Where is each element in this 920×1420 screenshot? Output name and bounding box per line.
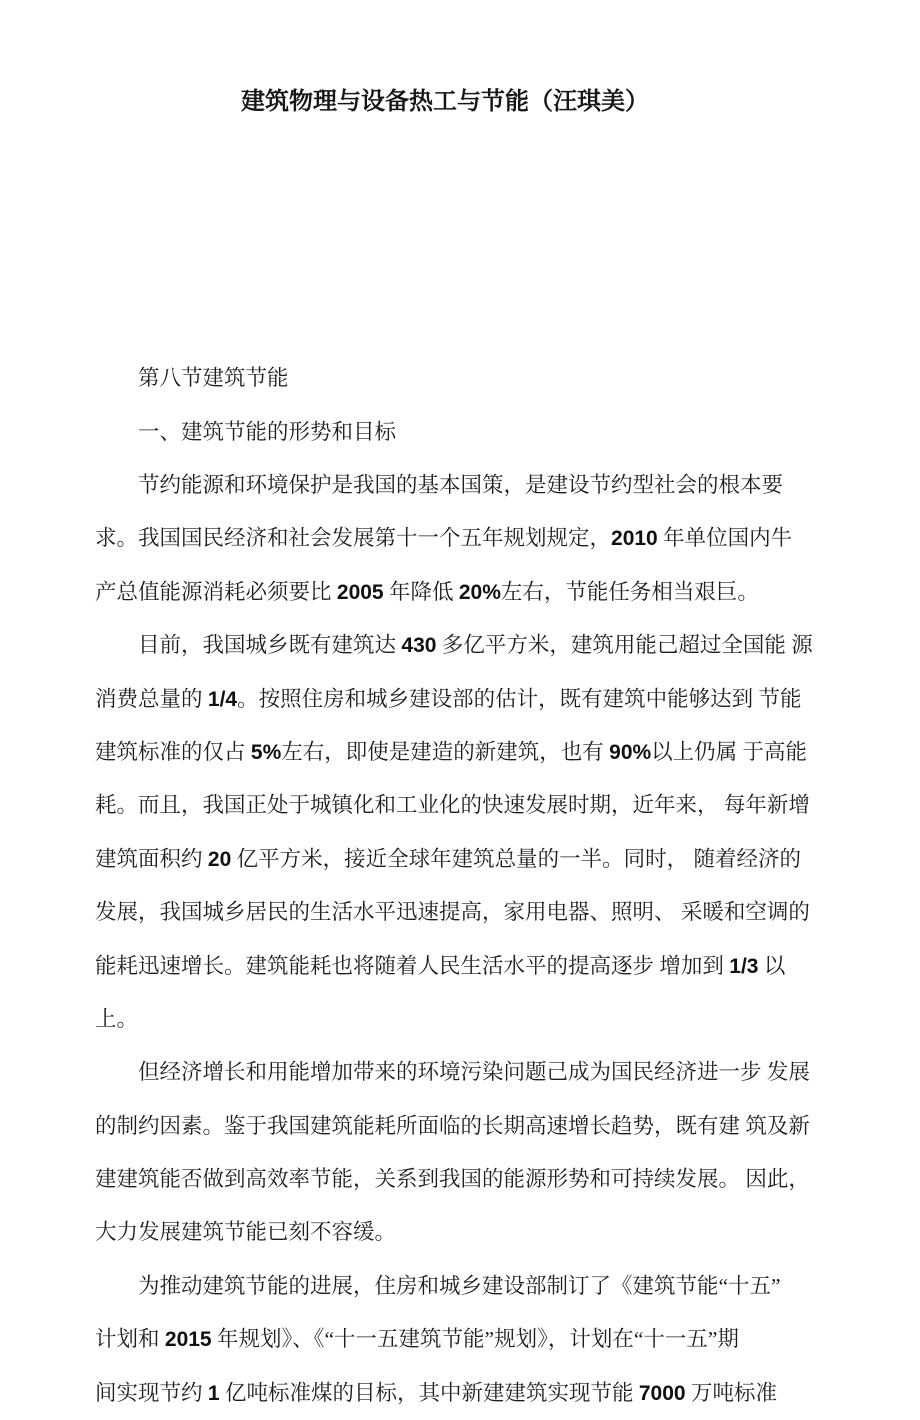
document-line: 求。我国国民经济和社会发展第十一个五年规划规定，2010 年单位国内牛 — [95, 526, 793, 551]
document-line: 间实现节约 1 亿吨标准煤的目标，其中新建建筑实现节能 7000 万吨标准 — [95, 1380, 777, 1405]
document-line: 能耗迅速增长。建筑能耗也将随着人民生活水平的提高逐步 增加到 1/3 以 — [95, 953, 786, 978]
document-line: 大力发展建筑节能已刻不容缓。 — [95, 1220, 397, 1245]
document-line: 上。 — [95, 1006, 139, 1031]
document-body — [95, 192, 813, 1420]
document-line: 第八节建筑节能 — [138, 366, 289, 391]
document-line: 节约能源和环境保护是我国的基本国策，是建设节约型社会的根本要 — [138, 473, 784, 497]
document-line: 消费总量的 1/4。按照住房和城乡建设部的估计，既有建筑中能够达到 节能 — [95, 686, 802, 711]
document-line: 为推动建筑节能的进展，住房和城乡建设部制订了《建筑节能“十五” — [138, 1273, 781, 1298]
document-line: 产总值能源消耗必须要比 2005 年降低 20%左右，节能任务相当艰巨。 — [95, 579, 759, 604]
document-line: 计划和 2015 年规划》、《“十一五建筑节能”规划》，计划在“十一五”期 — [95, 1327, 739, 1352]
document-line: 但经济增长和用能增加带来的环境污染问题己成为国民经济进一步 发展 — [138, 1060, 810, 1085]
document-line: 的制约因素。鉴于我国建筑能耗所面临的长期高速增长趋势，既有建 筑及新 — [95, 1113, 810, 1138]
document-line: 建筑面积约 20 亿平方米，接近全球年建筑总量的一半。同时， 随着经济的 — [95, 846, 802, 871]
document-line: 耗。而且，我国正处于城镇化和工业化的快速发展时期，近年来， 每年新增 — [95, 793, 810, 818]
document-line: 建筑标准的仅占 5%左右，即使是建造的新建筑，也有 90%以上仍属 于高能 — [95, 739, 808, 764]
document-line: 一、建筑节能的形势和目标 — [138, 419, 397, 444]
document-line: 目前，我国城乡既有建筑达 430 多亿平方米，建筑用能己超过全国能 源 — [138, 633, 813, 658]
document-title: 建筑物理与设备热工与节能（汪琪美） — [241, 89, 649, 115]
document-line: 发展，我国城乡居民的生活水平迅速提高，家用电器、照明、 采暖和空调的 — [95, 900, 810, 925]
document-line: 建建筑能否做到高效率节能，关系到我国的能源形势和可持续发展。 因此， — [95, 1167, 810, 1192]
